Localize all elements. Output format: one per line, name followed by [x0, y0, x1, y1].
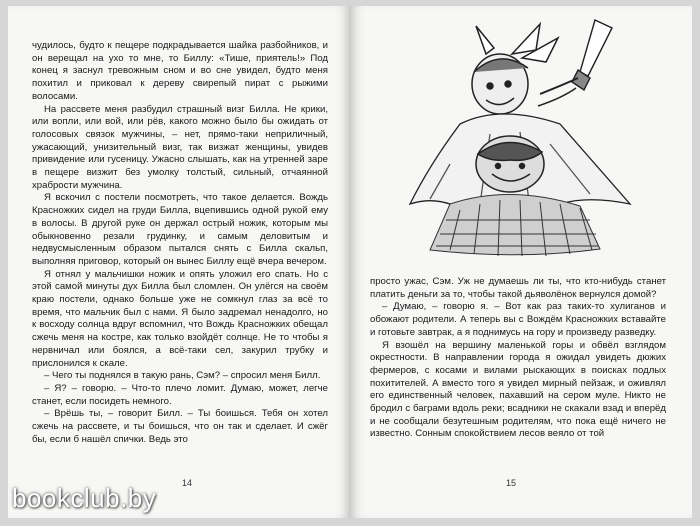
- paragraph: – Думаю, – говорю я. – Вот как раз таких-то хулиганов и обожают родители. А теперь вы с Вождём Красножких вставайте и готовьте завтрак, а я поднимусь на гору и произведу разведку.: [370, 301, 666, 338]
- watermark: bookclub.by: [12, 483, 157, 513]
- paragraph: На рассвете меня разбудил страшный визг Билла. Не крики, или вопли, или вой, или рёв, какого можно было бы ожидать от голосовых связок мужчины, – нет, прямо-таки неприличный, ужасающий, унизительный визг, так визжат женщины, увидев привидение или гусеницу. Ужасно слышать, как на утренней заре в пещере визжит без умолку толстый, сильный, отчаянной храбрости мужчина.: [32, 103, 328, 191]
- paragraph: Я вскочил с постели посмотреть, что такое делается. Вождь Красножких сидел на груди Билла, вцепившись одной рукой ему в волосы. В другой руке он держал острый ножик, которым мы обыкновенно резали грудинку, и самым деловитым и недвусмысленным образом пытался снять с Билла скальп, выполняя приговор, который он вынес Биллу ещё вчера вечером.: [32, 192, 328, 267]
- man-head: [476, 136, 544, 192]
- knife-icon: [572, 20, 612, 90]
- right-page-text: [370, 276, 666, 441]
- page-number-left: 14: [182, 478, 193, 488]
- paragraph: – Я? – говорю. – Что-то плечо ломит. Думаю, может, легче станет, если посидеть немного.: [32, 382, 328, 407]
- paragraph: Я отнял у мальчишки ножик и опять уложил его спать. Но с этой самой минуты дух Билла был сломлен. Он улёгся на своём краю постели, однако больше уже не сомкнул глаз за всё то время, что мальчик был с нами. Я было задремал ненадолго, но к восходу солнца вдруг вспомнил, что Вождь Красножких обещал сжечь меня на костре, как только взойдёт солнце. Не то чтобы я нервничал или боялся, а всё-таки сел, закурил трубку и прислонился к скале.: [32, 268, 328, 369]
- paragraph: чудилось, будто к пещере подкрадывается шайка разбойников, и он верещал на ухо то мне, то Биллу: «Тише, приятель!» Под конец я заснул тревожным сном и во сне увидел, будто меня похитил и приковал к дереву свирепый пират с рыжими волосами.: [32, 40, 328, 102]
- book-spread: [8, 6, 692, 518]
- paragraph: просто ужас, Сэм. Уж не думаешь ли ты, что кто-нибудь станет платить деньги за то, чтобы такой дьяволёнок вернулся домой?: [370, 276, 666, 300]
- paragraph: – Врёшь ты, – говорит Билл. – Ты боишься. Тебя он хотел сжечь на рассвете, и ты боишься, что он так и сделает. И сжёг бы, если б нашёл спички. Ведь это: [32, 408, 328, 445]
- page-number-right: 15: [506, 478, 517, 488]
- paragraph: – Чего ты поднялся в такую рань, Сэм? – спросил меня Билл.: [44, 370, 321, 382]
- left-page-text: [32, 40, 328, 447]
- left-page: [8, 6, 350, 518]
- right-page: [350, 6, 692, 518]
- paragraph: Я взошёл на вершину маленькой горы и обвёл взглядом окрестности. В направлении города я ожидал увидеть дюжих фермеров, с косами и вилами рыскающих в поисках подлых похитителей. А вместо того я увидел мирный пейзаж, и оживлял его единственный человек, пахавший на сером муле. Никто не бродил с баграми вдоль реки; всадники не скакали взад и вперёд и не сообщали безутешным родителям, что пока ещё ничего не известно. Сонным спокойствием лесов веяло от той: [370, 339, 666, 440]
- boy-scalping-man-illustration: [390, 14, 650, 264]
- boy-head: [472, 24, 558, 114]
